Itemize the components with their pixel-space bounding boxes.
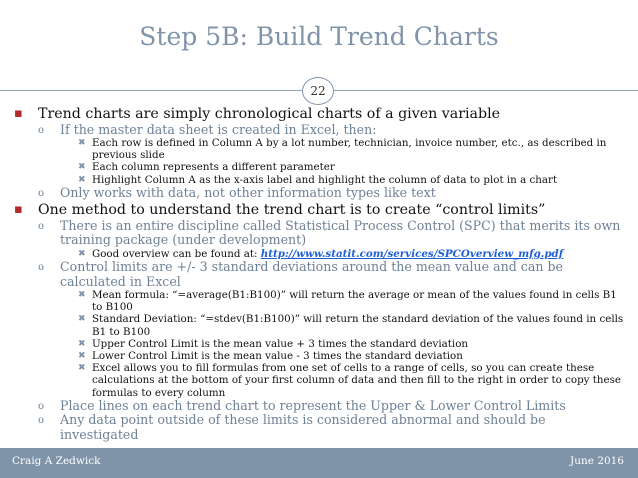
sub-bullet-spc	[14, 219, 626, 248]
x-bullet-icon: ✖	[78, 363, 86, 374]
x-bullet-icon: ✖	[78, 162, 86, 173]
bullet-trend-charts	[14, 106, 626, 123]
page-number-rule-left	[0, 90, 302, 91]
detail-text: Excel allows you to fill formulas from one set of cells to a range of cells, so you can create these calculations at the bottom of your first column of data and then fill to the right in order to copy these formulas to every column	[92, 362, 621, 399]
slide-body	[14, 106, 626, 442]
sub-bullet-text: Any data point outside of these limits is considered abnormal and should be investigated	[60, 412, 546, 442]
detail-stdev-formula	[14, 313, 626, 337]
footer-author: Craig A Zedwick	[12, 455, 101, 467]
bullet-text: One method to understand the trend chart is to create “control limits”	[38, 202, 546, 219]
sub-bullet-text: If the master data sheet is created in Excel, then:	[60, 121, 377, 137]
detail-text: Each column represents a different parameter	[92, 161, 335, 174]
sub-bullet-text: Place lines on each trend chart to represent the Upper & Lower Control Limits	[60, 397, 566, 413]
spc-overview-link[interactable]: http://www.statit.com/services/SPCOverview_mfg.pdf	[260, 247, 564, 260]
footer-date: June 2016	[569, 455, 624, 467]
page-number: 22	[310, 84, 326, 98]
bullet-text: Trend charts are simply chronological charts of a given variable	[38, 106, 501, 122]
page-number-rule-right	[334, 90, 638, 91]
detail-upper-limit	[14, 338, 626, 350]
detail-column-parameter	[14, 161, 626, 173]
page-number-badge	[302, 77, 334, 105]
x-bullet-icon: ✖	[78, 138, 86, 148]
x-bullet-icon: ✖	[78, 248, 86, 259]
slide-title: Step 5B: Build Trend Charts	[139, 22, 499, 51]
x-bullet-icon: ✖	[78, 338, 86, 349]
detail-text: Highlight Column A as the x-axis label and highlight the column of data to plot in a chart	[92, 173, 558, 186]
sub-bullet-text: Only works with data, not other information types like text	[60, 184, 436, 200]
detail-text: Each row is defined in Column A by a lot number, technician, invoice number, etc., as described in previous slide	[92, 137, 607, 162]
sub-bullet-text: There is an entire discipline called Statistical Process Control (SPC) that merits its own training package (under development)	[60, 217, 621, 248]
x-bullet-icon: ✖	[78, 174, 86, 185]
sub-bullet-only-data	[14, 186, 626, 201]
hollow-circle-bullet-icon: o	[38, 415, 45, 427]
detail-text: Standard Deviation: “=stdev(B1:B100)” will return the standard deviation of the values found in cells B1 to B100	[92, 313, 624, 338]
detail-fill-formulas	[14, 362, 626, 399]
bullet-control-limits	[14, 202, 626, 219]
hollow-circle-bullet-icon: o	[38, 220, 45, 232]
x-bullet-icon: ✖	[78, 290, 86, 301]
sub-bullet-abnormal	[14, 413, 626, 442]
hollow-circle-bullet-icon: o	[38, 262, 45, 274]
detail-row-definition	[14, 137, 626, 161]
hollow-circle-bullet-icon: o	[38, 400, 45, 412]
detail-text: Upper Control Limit is the mean value + 3 times the standard deviation	[92, 337, 469, 350]
sub-bullet-excel-master	[14, 123, 626, 138]
hollow-circle-bullet-icon: o	[38, 124, 45, 136]
square-bullet-icon: ▪	[14, 202, 23, 218]
hollow-circle-bullet-icon: o	[38, 187, 45, 199]
detail-text: Mean formula: “=average(B1:B100)” will return the average or mean of the values found in cells B1 to B100	[92, 289, 617, 314]
detail-mean-formula	[14, 289, 626, 313]
detail-text: Lower Control Limit is the mean value - 3 times the standard deviation	[92, 350, 463, 363]
sub-bullet-control-limit-def	[14, 260, 626, 289]
sub-bullet-place-lines	[14, 399, 626, 414]
detail-lower-limit	[14, 350, 626, 362]
sub-bullet-text: Control limits are +/- 3 standard deviations around the mean value and can be calculated in Excel	[60, 259, 563, 289]
square-bullet-icon: ▪	[14, 106, 23, 121]
footer-bar	[0, 448, 638, 478]
x-bullet-icon: ✖	[78, 314, 86, 325]
x-bullet-icon: ✖	[78, 351, 86, 362]
detail-text: Good overview can be found at:	[92, 247, 261, 260]
